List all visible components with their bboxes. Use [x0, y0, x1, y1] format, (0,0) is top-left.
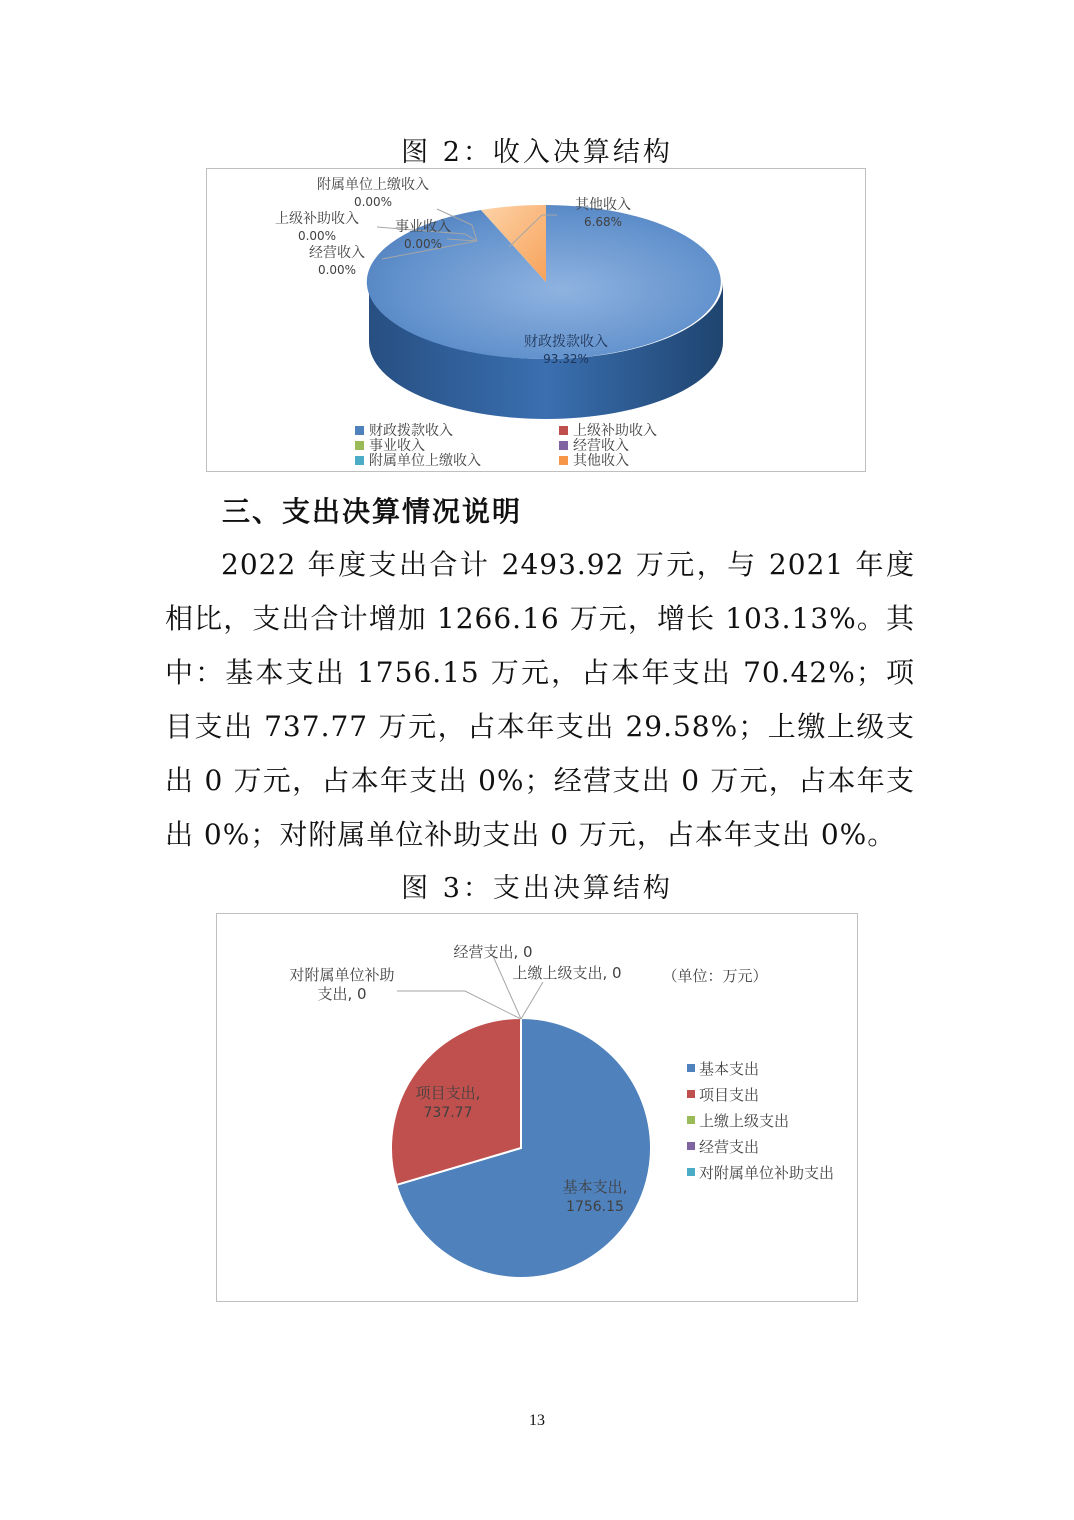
- income-legend: [355, 422, 657, 469]
- legend-swatch-other-income: [559, 456, 568, 465]
- legend-label-upper: 上缴上级支出: [699, 1112, 790, 1130]
- legend-label-upper-subsidy: 上级补助收入: [573, 423, 657, 439]
- label-business-income-value: 0.00%: [403, 237, 443, 251]
- label-project-value: 737.77: [423, 1105, 473, 1121]
- income-pie-chart: [207, 169, 865, 471]
- figure2-caption: 图 2：收入决算结构: [401, 137, 673, 168]
- legend-swatch-subsidiary: [355, 456, 364, 465]
- label-operating-income-name: 经营收入: [309, 245, 365, 261]
- legend-label-other-income: 其他收入: [573, 453, 629, 469]
- legend-swatch-upper-subsidy: [559, 426, 568, 435]
- leader-line-subsidy: [397, 991, 521, 1019]
- expenditure-pie-chart: [217, 914, 857, 1301]
- legend-label-business: 经营支出: [699, 1138, 760, 1156]
- legend-swatch-upper: [687, 1116, 695, 1124]
- label-project-name: 项目支出,: [415, 1084, 481, 1102]
- legend-swatch-business: [687, 1142, 695, 1150]
- label-basic-value: 1756.15: [566, 1199, 624, 1215]
- legend-swatch-basic: [687, 1064, 695, 1072]
- label-upper-subsidy-value: 0.00%: [297, 229, 337, 243]
- legend-swatch-operating-income: [559, 441, 568, 450]
- label-other-income-value: 6.68%: [583, 215, 623, 229]
- label-other-income-name: 其他收入: [575, 197, 631, 213]
- label-subsidy-line1: 对附属单位补助: [289, 966, 395, 984]
- legend-label-fiscal: 财政拨款收入: [369, 423, 453, 439]
- expenditure-legend: [687, 1060, 834, 1182]
- section-heading: 三、支出决算情况说明: [222, 495, 523, 528]
- label-upper-subsidy-name: 上级补助收入: [275, 211, 359, 227]
- label-subsidiary-name: 附属单位上缴收入: [317, 177, 429, 193]
- leader-line-upper: [521, 982, 543, 1019]
- label-fiscal-value: 93.32%: [543, 352, 589, 366]
- legend-swatch-fiscal: [355, 426, 364, 435]
- label-business: 经营支出, 0: [453, 943, 533, 961]
- legend-label-subsidiary: 附属单位上缴收入: [369, 453, 481, 469]
- income-pie-chart-frame: [206, 168, 866, 472]
- label-fiscal-name: 财政拨款收入: [524, 334, 608, 350]
- unit-note: （单位：万元）: [662, 967, 768, 985]
- expenditure-pie-chart-frame: [216, 913, 858, 1302]
- expenditure-paragraph: 2022 年度支出合计 2493.92 万元，与 2021 年度相比，支出合计增加 1266.16 万元，增长 103.13%。其中：基本支出 1756.15 万元，占本年支出 70.42%；项目支出 737.77 万元，占本年支出 29.58%；上缴上级支出 0 万元，占本年支出 0%；经营支出 0 万元，占本年支出 0%；对附属单位补助支出 0 万元，占本年支出 0%。: [165, 548, 915, 851]
- figure3-caption: 图 3：支出决算结构: [401, 873, 673, 904]
- legend-label-subsidy: 对附属单位补助支出: [699, 1164, 835, 1182]
- legend-label-basic: 基本支出: [699, 1060, 760, 1078]
- legend-swatch-subsidy: [687, 1168, 695, 1176]
- legend-swatch-project: [687, 1090, 695, 1098]
- label-basic-name: 基本支出,: [562, 1178, 628, 1196]
- legend-label-project: 项目支出: [699, 1086, 760, 1104]
- legend-swatch-business-income: [355, 441, 364, 450]
- legend-label-business-income: 事业收入: [369, 438, 425, 454]
- label-business-income-name: 事业收入: [395, 219, 451, 235]
- label-operating-income-value: 0.00%: [317, 263, 357, 277]
- label-upper: 上缴上级支出, 0: [512, 964, 622, 982]
- legend-label-operating-income: 经营收入: [573, 438, 629, 454]
- page-number: 13: [529, 1412, 545, 1429]
- label-subsidiary-value: 0.00%: [353, 195, 393, 209]
- label-subsidy-line2: 支出, 0: [317, 985, 367, 1003]
